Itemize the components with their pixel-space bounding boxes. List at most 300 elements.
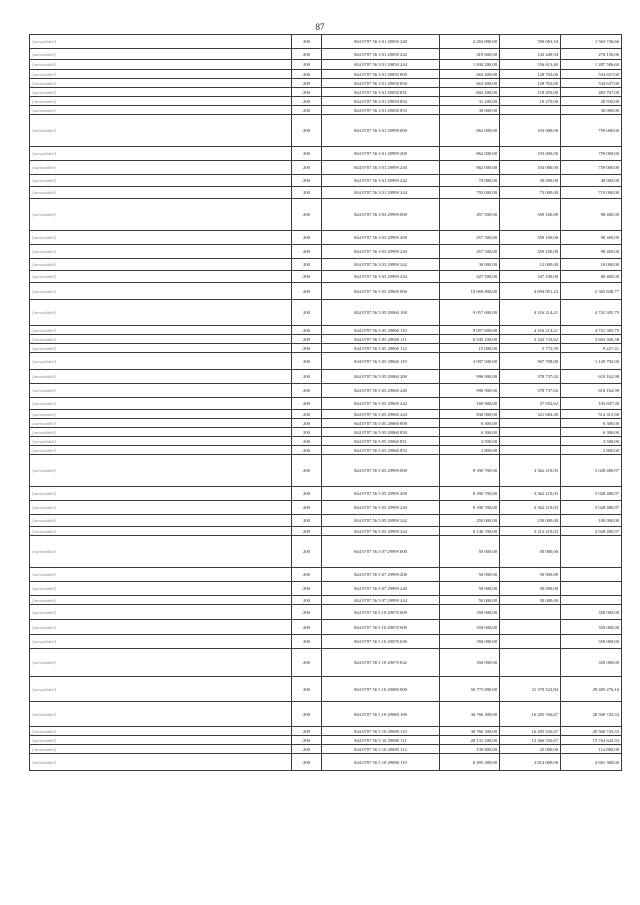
- cell-code: 844 0707 56 5 10 29080 112: [322, 745, 440, 754]
- cell-fact: 700 063,34: [500, 35, 561, 49]
- cell-name: [unreadable]: [30, 115, 292, 147]
- table-row: [30, 736, 622, 745]
- table-row: [30, 283, 622, 300]
- cell-name: [unreadable]: [30, 702, 292, 727]
- table-row: [30, 745, 622, 754]
- cell-rest: 9 227,41: [561, 344, 622, 353]
- cell-plan: 250 000,00: [440, 515, 500, 527]
- cell-owner: 200: [292, 649, 322, 677]
- cell-plan: 50 000,00: [440, 596, 500, 605]
- table-row: [30, 175, 622, 187]
- cell-rest: 98 400,00: [561, 199, 622, 231]
- cell-plan: 160 900,00: [440, 398, 500, 410]
- cell-code: 844 0707 56 3 01 29999 242: [322, 175, 440, 187]
- cell-rest: 114 800,00: [561, 745, 622, 754]
- cell-owner: 200: [292, 419, 322, 428]
- table-row: [30, 410, 622, 419]
- cell-rest: 3 500,00: [561, 437, 622, 446]
- cell-fact: 50 000,00: [500, 596, 561, 605]
- cell-name: [unreadable]: [30, 344, 292, 353]
- cell-name: [unreadable]: [30, 677, 292, 702]
- table-row: [30, 727, 622, 736]
- cell-rest: 1 563 736,66: [561, 35, 622, 49]
- cell-code: 844 0707 56 3 03 29999 244: [322, 271, 440, 283]
- cell-name: [unreadable]: [30, 620, 292, 635]
- cell-owner: 200: [292, 437, 322, 446]
- table-row: [30, 70, 622, 79]
- cell-fact: 103 000,00: [500, 147, 561, 161]
- table-row: [30, 106, 622, 115]
- cell-fact: 103 000,00: [500, 115, 561, 147]
- cell-plan: 30 000,00: [440, 259, 500, 271]
- cell-rest: 1 287 586,60: [561, 60, 622, 70]
- table-row: [30, 88, 622, 97]
- table-row: [30, 353, 622, 370]
- cell-fact: 21 370 523,84: [500, 677, 561, 702]
- cell-owner: 200: [292, 745, 322, 754]
- cell-fact: 3 342 733,62: [500, 335, 561, 344]
- cell-owner: 200: [292, 677, 322, 702]
- cell-name: [unreadable]: [30, 79, 292, 88]
- cell-name: [unreadable]: [30, 88, 292, 97]
- cell-code: 844 0707 56 3 01 29050 850: [322, 79, 440, 88]
- table-row: [30, 115, 622, 147]
- table-row: [30, 79, 622, 88]
- cell-fact: 321 684,40: [500, 410, 561, 419]
- cell-code: 844 0707 56 5 05 29060 111: [322, 335, 440, 344]
- cell-owner: 200: [292, 384, 322, 398]
- cell-fact: [500, 428, 561, 437]
- cell-owner: 200: [292, 568, 322, 582]
- cell-code: 844 0707 56 3 01 29050 240: [322, 35, 440, 49]
- cell-plan: 457 500,00: [440, 245, 500, 259]
- cell-fact: [500, 605, 561, 620]
- cell-rest: 6 300,00: [561, 428, 622, 437]
- table-row: [30, 187, 622, 199]
- cell-name: [unreadable]: [30, 582, 292, 596]
- cell-owner: 200: [292, 736, 322, 745]
- cell-rest: [561, 582, 622, 596]
- cell-owner: 200: [292, 147, 322, 161]
- cell-name: [unreadable]: [30, 35, 292, 49]
- cell-owner: 200: [292, 353, 322, 370]
- cell-name: [unreadable]: [30, 635, 292, 649]
- cell-rest: 6 300,00: [561, 419, 622, 428]
- cell-owner: 200: [292, 60, 322, 70]
- cell-owner: 200: [292, 605, 322, 620]
- cell-rest: 350 000,00: [561, 635, 622, 649]
- cell-plan: 8 140 700,00: [440, 527, 500, 536]
- cell-rest: 759 000,00: [561, 147, 622, 161]
- cell-fact: 150 000,00: [500, 515, 561, 527]
- cell-fact: 3 362 219,03: [500, 455, 561, 487]
- cell-owner: 200: [292, 527, 322, 536]
- cell-code: 844 0707 56 5 10 29070 600: [322, 620, 440, 635]
- cell-owner: 200: [292, 115, 322, 147]
- cell-name: [unreadable]: [30, 370, 292, 384]
- cell-name: [unreadable]: [30, 536, 292, 568]
- cell-code: 844 0707 56 5 05 29060 100: [322, 300, 440, 326]
- cell-code: 844 0707 56 5 05 29999 000: [322, 455, 440, 487]
- cell-fact: 3 212 219,03: [500, 527, 561, 536]
- cell-rest: 4 741 385,79: [561, 326, 622, 335]
- cell-code: 844 0707 56 3 01 29050 242: [322, 49, 440, 60]
- cell-owner: 200: [292, 635, 322, 649]
- cell-plan: 6 300,00: [440, 428, 500, 437]
- cell-name: [unreadable]: [30, 231, 292, 245]
- cell-owner: 200: [292, 370, 322, 384]
- table-row: [30, 398, 622, 410]
- cell-owner: 200: [292, 727, 322, 736]
- cell-plan: 8 390 700,00: [440, 501, 500, 515]
- cell-rest: 80 400,00: [561, 271, 622, 283]
- cell-rest: 18 000,00: [561, 259, 622, 271]
- cell-code: 844 0707 56 3 01 29050 852: [322, 97, 440, 106]
- cell-code: 844 0707 56 3 01 29999 000: [322, 115, 440, 147]
- cell-rest: 29 405 276,16: [561, 677, 622, 702]
- cell-name: [unreadable]: [30, 419, 292, 428]
- cell-name: [unreadable]: [30, 199, 292, 231]
- cell-plan: 8 495 300,00: [440, 754, 500, 771]
- cell-code: 844 0707 56 5 05 29999 240: [322, 501, 440, 515]
- cell-rest: 534 637,00: [561, 70, 622, 79]
- cell-code: 844 0707 56 5 05 29060 851: [322, 437, 440, 446]
- cell-fact: 30 000,00: [500, 175, 561, 187]
- cell-code: 844 0707 56 3 01 29050 851: [322, 88, 440, 97]
- table-row: [30, 259, 622, 271]
- table-row: [30, 635, 622, 649]
- table-row: [30, 231, 622, 245]
- cell-rest: 5 028 480,97: [561, 455, 622, 487]
- cell-owner: 200: [292, 487, 322, 501]
- cell-fact: 3 362 219,03: [500, 501, 561, 515]
- cell-fact: 118 493,00: [500, 88, 561, 97]
- cell-owner: 200: [292, 620, 322, 635]
- cell-owner: 200: [292, 70, 322, 79]
- cell-plan: 6 945 100,00: [440, 335, 500, 344]
- cell-plan: 3 500,00: [440, 437, 500, 446]
- cell-plan: 6 300,00: [440, 419, 500, 428]
- cell-name: [unreadable]: [30, 49, 292, 60]
- table-row: [30, 419, 622, 428]
- cell-owner: 200: [292, 515, 322, 527]
- cell-owner: 200: [292, 344, 322, 353]
- cell-code: 844 0707 56 3 01 29999 240: [322, 161, 440, 175]
- cell-code: 844 0707 56 5 05 29060 240: [322, 384, 440, 398]
- cell-name: [unreadable]: [30, 568, 292, 582]
- cell-rest: 5 028 480,97: [561, 501, 622, 515]
- table-row: [30, 605, 622, 620]
- cell-code: 844 0707 56 5 10 29070 632: [322, 649, 440, 677]
- cell-name: [unreadable]: [30, 259, 292, 271]
- cell-rest: 483 707,00: [561, 88, 622, 97]
- table-row: [30, 501, 622, 515]
- cell-name: [unreadable]: [30, 106, 292, 115]
- table-row: [30, 199, 622, 231]
- table-row: [30, 384, 622, 398]
- cell-plan: 50 000,00: [440, 582, 500, 596]
- table-row: [30, 245, 622, 259]
- cell-owner: 200: [292, 702, 322, 727]
- table-row: [30, 428, 622, 437]
- table-row: [30, 487, 622, 501]
- cell-plan: 36 766 300,00: [440, 727, 500, 736]
- cell-fact: 3 362 219,03: [500, 487, 561, 501]
- cell-code: 844 0707 56 3 03 29999 240: [322, 245, 440, 259]
- cell-owner: 200: [292, 245, 322, 259]
- cell-name: [unreadable]: [30, 437, 292, 446]
- cell-code: 844 0707 56 5 10 29070 630: [322, 635, 440, 649]
- cell-owner: 200: [292, 446, 322, 455]
- cell-owner: 200: [292, 501, 322, 515]
- cell-plan: 996 900,00: [440, 370, 500, 384]
- cell-fact: 347 100,00: [500, 271, 561, 283]
- cell-owner: 200: [292, 175, 322, 187]
- cell-owner: 200: [292, 187, 322, 199]
- cell-plan: 50 775 800,00: [440, 677, 500, 702]
- cell-code: 844 0707 56 5 05 29999 242: [322, 515, 440, 527]
- cell-fact: 12 366 556,67: [500, 736, 561, 745]
- cell-rest: 30 000,00: [561, 106, 622, 115]
- cell-name: [unreadable]: [30, 727, 292, 736]
- cell-name: [unreadable]: [30, 271, 292, 283]
- cell-fact: 50 000,00: [500, 568, 561, 582]
- cell-owner: 200: [292, 271, 322, 283]
- cell-fact: 16 205 556,67: [500, 727, 561, 736]
- cell-code: 844 0707 56 5 05 29060 242: [322, 398, 440, 410]
- cell-name: [unreadable]: [30, 161, 292, 175]
- cell-fact: 378 737,02: [500, 384, 561, 398]
- cell-owner: 200: [292, 283, 322, 300]
- cell-owner: 200: [292, 161, 322, 175]
- cell-name: [unreadable]: [30, 384, 292, 398]
- cell-name: [unreadable]: [30, 187, 292, 199]
- cell-plan: 9 057 600,00: [440, 300, 500, 326]
- table-row: [30, 300, 622, 326]
- cell-name: [unreadable]: [30, 446, 292, 455]
- cell-fact: 128 763,00: [500, 70, 561, 79]
- cell-fact: 5 772,59: [500, 344, 561, 353]
- cell-plan: 1 844 200,00: [440, 60, 500, 70]
- cell-code: 844 0707 56 5 05 29060 850: [322, 428, 440, 437]
- cell-fact: 73 000,00: [500, 187, 561, 199]
- cell-plan: 419 600,00: [440, 49, 500, 60]
- cell-fact: 4 316 214,21: [500, 300, 561, 326]
- cell-fact: [500, 446, 561, 455]
- table-row: [30, 271, 622, 283]
- cell-fact: 25 000,00: [500, 745, 561, 754]
- cell-plan: 36 766 300,00: [440, 702, 500, 727]
- cell-owner: 200: [292, 79, 322, 88]
- cell-name: [unreadable]: [30, 335, 292, 344]
- cell-name: [unreadable]: [30, 175, 292, 187]
- table-row: [30, 60, 622, 70]
- cell-code: 844 0707 56 3 03 29999 200: [322, 231, 440, 245]
- cell-plan: 663 400,00: [440, 70, 500, 79]
- cell-rest: 350 000,00: [561, 620, 622, 635]
- cell-code: 844 0707 56 5 10 29080 100: [322, 702, 440, 727]
- cell-owner: 200: [292, 335, 322, 344]
- cell-name: [unreadable]: [30, 283, 292, 300]
- cell-plan: 350 000,00: [440, 620, 500, 635]
- cell-code: 844 0707 56 5 05 29060 852: [322, 446, 440, 455]
- cell-rest: 514 315,60: [561, 410, 622, 419]
- cell-code: 844 0707 56 3 03 29999 000: [322, 199, 440, 231]
- cell-owner: 200: [292, 49, 322, 60]
- cell-rest: 5 028 480,97: [561, 487, 622, 501]
- cell-code: 844 0707 56 3 01 29999 200: [322, 147, 440, 161]
- cell-plan: 8 390 700,00: [440, 487, 500, 501]
- table-row: [30, 344, 622, 353]
- cell-rest: 20 560 743,33: [561, 727, 622, 736]
- cell-plan: 70 000,00: [440, 175, 500, 187]
- cell-rest: 534 637,00: [561, 79, 622, 88]
- cell-fact: [500, 635, 561, 649]
- cell-code: 844 0707 56 5 10 29080 000: [322, 677, 440, 702]
- cell-code: 844 0707 56 3 01 29050 853: [322, 106, 440, 115]
- cell-code: 844 0707 56 5 05 29999 200: [322, 487, 440, 501]
- table-row: [30, 596, 622, 605]
- cell-plan: 50 000,00: [440, 536, 500, 568]
- table-row: [30, 620, 622, 635]
- table-row: [30, 446, 622, 455]
- cell-rest: 4 681 300,00: [561, 754, 622, 771]
- cell-rest: 276 150,06: [561, 49, 622, 60]
- cell-rest: 350 000,00: [561, 649, 622, 677]
- cell-owner: 200: [292, 410, 322, 419]
- cell-code: 844 0707 56 5 07 29999 000: [322, 536, 440, 568]
- cell-code: 844 0707 56 5 05 29060 119: [322, 353, 440, 370]
- table-row: [30, 536, 622, 568]
- cell-rest: 98 400,00: [561, 245, 622, 259]
- cell-rest: 3 602 366,38: [561, 335, 622, 344]
- cell-plan: 457 500,00: [440, 231, 500, 245]
- cell-rest: 100 000,00: [561, 515, 622, 527]
- cell-plan: 663 400,00: [440, 79, 500, 88]
- cell-fact: 50 000,00: [500, 536, 561, 568]
- cell-fact: [500, 649, 561, 677]
- cell-plan: 427 500,00: [440, 271, 500, 283]
- cell-plan: 836 000,00: [440, 410, 500, 419]
- cell-name: [unreadable]: [30, 398, 292, 410]
- cell-rest: [561, 568, 622, 582]
- cell-rest: 759 000,00: [561, 115, 622, 147]
- cell-code: 844 0707 56 3 01 29999 244: [322, 187, 440, 199]
- cell-fact: 16 205 556,67: [500, 702, 561, 727]
- table-row: [30, 568, 622, 582]
- cell-fact: 359 100,00: [500, 245, 561, 259]
- budget-execution-table: [29, 34, 622, 771]
- cell-name: [unreadable]: [30, 353, 292, 370]
- cell-owner: 200: [292, 582, 322, 596]
- cell-fact: 359 100,00: [500, 199, 561, 231]
- cell-fact: 556 613,40: [500, 60, 561, 70]
- cell-plan: 15 000,00: [440, 344, 500, 353]
- cell-code: 844 0707 56 5 07 29999 200: [322, 568, 440, 582]
- cell-code: 844 0707 56 5 10 29080 119: [322, 754, 440, 771]
- table-row: [30, 35, 622, 49]
- cell-rest: 618 162,98: [561, 384, 622, 398]
- table-row: [30, 649, 622, 677]
- cell-fact: 143 449,94: [500, 49, 561, 60]
- cell-name: [unreadable]: [30, 428, 292, 437]
- cell-plan: 602 200,00: [440, 88, 500, 97]
- cell-plan: 350 000,00: [440, 635, 500, 649]
- cell-rest: 1 129 792,00: [561, 353, 622, 370]
- cell-plan: 8 390 700,00: [440, 455, 500, 487]
- cell-name: [unreadable]: [30, 245, 292, 259]
- table-row: [30, 455, 622, 487]
- cell-plan: 31 200,00: [440, 97, 500, 106]
- cell-rest: 2 800,00: [561, 446, 622, 455]
- cell-plan: 9 057 600,00: [440, 326, 500, 335]
- cell-code: 844 0707 56 3 01 29050 244: [322, 60, 440, 70]
- cell-name: [unreadable]: [30, 745, 292, 754]
- cell-plan: 350 000,00: [440, 605, 500, 620]
- cell-name: [unreadable]: [30, 515, 292, 527]
- cell-plan: 792 000,00: [440, 187, 500, 199]
- cell-fact: 50 000,00: [500, 582, 561, 596]
- table-row: [30, 527, 622, 536]
- cell-name: [unreadable]: [30, 649, 292, 677]
- table-row: [30, 326, 622, 335]
- cell-owner: 200: [292, 536, 322, 568]
- cell-name: [unreadable]: [30, 596, 292, 605]
- cell-fact: 12 000,00: [500, 259, 561, 271]
- cell-code: 844 0707 56 5 05 29999 244: [322, 527, 440, 536]
- table-row: [30, 49, 622, 60]
- cell-rest: [561, 536, 622, 568]
- cell-name: [unreadable]: [30, 300, 292, 326]
- cell-fact: 10 270,00: [500, 97, 561, 106]
- cell-fact: [500, 419, 561, 428]
- cell-code: 844 0707 56 5 05 29060 800: [322, 419, 440, 428]
- table-row: [30, 702, 622, 727]
- cell-code: 844 0707 56 5 10 29080 111: [322, 736, 440, 745]
- table-row: [30, 515, 622, 527]
- cell-fact: 967 708,00: [500, 353, 561, 370]
- page-number: 87: [315, 22, 325, 32]
- cell-owner: 200: [292, 596, 322, 605]
- cell-rest: 98 400,00: [561, 231, 622, 245]
- cell-rest: 350 000,00: [561, 605, 622, 620]
- cell-code: 844 0707 56 5 07 29999 240: [322, 582, 440, 596]
- cell-code: 844 0707 56 5 05 29060 244: [322, 410, 440, 419]
- cell-plan: 50 000,00: [440, 568, 500, 582]
- cell-fact: 4 694 951,23: [500, 283, 561, 300]
- cell-plan: 28 131 200,00: [440, 736, 500, 745]
- table-row: [30, 97, 622, 106]
- table-row: [30, 754, 622, 771]
- cell-rest: 20 560 743,33: [561, 702, 622, 727]
- cell-rest: 15 764 643,33: [561, 736, 622, 745]
- table-row: [30, 161, 622, 175]
- cell-name: [unreadable]: [30, 501, 292, 515]
- cell-fact: [500, 620, 561, 635]
- table-row: [30, 370, 622, 384]
- cell-name: [unreadable]: [30, 527, 292, 536]
- cell-code: 844 0707 56 5 10 29080 110: [322, 727, 440, 736]
- cell-plan: 2 263 800,00: [440, 35, 500, 49]
- cell-rest: 4 928 480,97: [561, 527, 622, 536]
- cell-name: [unreadable]: [30, 60, 292, 70]
- cell-rest: [561, 596, 622, 605]
- table-row: [30, 677, 622, 702]
- table-row: [30, 335, 622, 344]
- cell-fact: [500, 437, 561, 446]
- cell-owner: 200: [292, 754, 322, 771]
- cell-rest: 759 000,00: [561, 161, 622, 175]
